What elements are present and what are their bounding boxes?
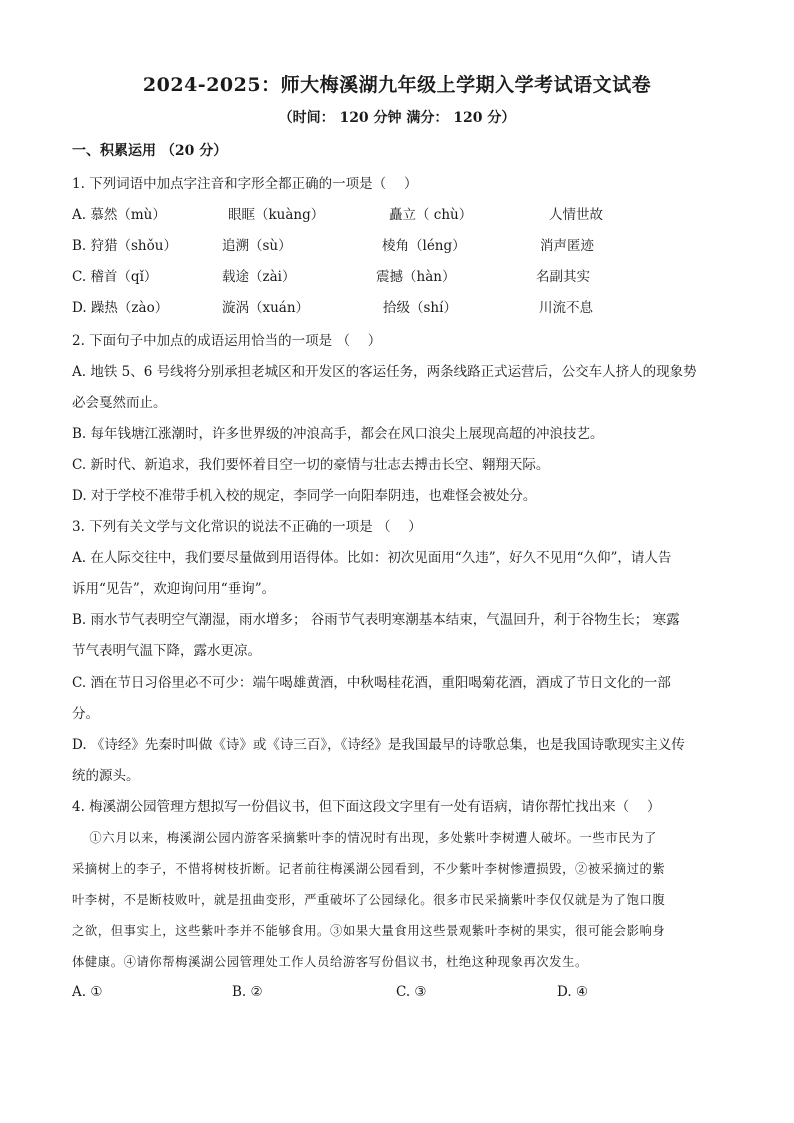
page-title: 2024-2025：师大梅溪湖九年级上学期入学考试语文试卷: [142, 74, 652, 96]
q4-passage-line3: 叶李树，不是断枝败叶，就是扭曲变形，严重破坏了公园绿化。很多市民采摘紫叶李仅仅就是为了饱口腹: [72, 893, 666, 907]
q1-option-c-1: C. 稽首（qǐ）: [72, 269, 158, 285]
q1-option-c-2: 载途（zài）: [222, 269, 296, 285]
q4-option-b: B. ②: [232, 984, 263, 1000]
q1-option-c-4: 名副其实: [536, 269, 590, 285]
q3-option-c-line2: 分。: [72, 706, 99, 722]
q4-passage-line1: ①六月以来，梅溪湖公园内游客采摘紫叶李的情况时有出现，多处紫叶李树遭人破坏。一些市民为了: [72, 831, 657, 845]
exam-time-score: （时间： 120 分钟 满分： 120 分）: [278, 110, 516, 126]
question-1-stem: 1. 下列词语中加点字注音和字形全都正确的一项是（ ）: [72, 176, 418, 192]
question-3-stem: 3. 下列有关文学与文化常识的说法不正确的一项是 （ ）: [72, 519, 422, 535]
q4-passage-line4: 之欲，但事实上，这些紫叶李并不能够食用。③如果大量食用这些景观紫叶李树的果实，很可能会影响身: [72, 924, 666, 938]
q1-option-d-4: 川流不息: [539, 300, 593, 316]
q1-option-d-2: 漩涡（xuán）: [222, 300, 310, 316]
q1-option-b-4: 消声匿迹: [540, 238, 594, 254]
q2-option-a-line1: A. 地铁 5、6 号线将分别承担老城区和开发区的客运任务，两条线路正式运营后，公交车人挤人的现象势: [72, 364, 697, 380]
q4-passage-line5: 体健康。④请你帮梅溪湖公园管理处工作人员给游客写份倡议书，杜绝这种现象再次发生。: [72, 955, 588, 969]
q1-option-a-3: 矗立（ chù）: [389, 207, 473, 223]
q3-option-a-line2: 诉用“见告”，欢迎询问用“垂询”。: [72, 581, 276, 597]
question-2-stem: 2. 下面句子中加点的成语运用恰当的一项是 （ ）: [72, 333, 382, 349]
q1-option-a-2: 眼眶（kuàng）: [228, 207, 325, 223]
q4-option-d: D. ④: [557, 984, 589, 1000]
q2-option-a-line2: 必会戛然而止。: [72, 395, 167, 411]
q1-option-b-2: 追溯（sù）: [222, 238, 292, 254]
q1-option-d-3: 拾级（shí）: [383, 300, 457, 316]
q2-option-c: C. 新时代、新追求，我们要怀着目空一切的豪情与壮志去搏击长空、翱翔天际。: [72, 457, 550, 473]
q1-option-a-1: A. 慕然（mù）: [72, 207, 166, 223]
q1-option-b-3: 棱角（léng）: [382, 238, 466, 254]
q3-option-c-line1: C. 酒在节日习俗里必不可少：端午喝雄黄酒，中秋喝桂花酒，重阳喝菊花酒，酒成了节日文化的一部: [72, 675, 671, 691]
q3-option-b-line2: 节气表明气温下降，露水更凉。: [72, 643, 261, 659]
section-heading: 一、积累运用 （20 分）: [72, 143, 228, 159]
q2-option-d: D. 对于学校不准带手机入校的规定，李同学一向阳奉阴违，也难怪会被处分。: [72, 488, 537, 504]
q2-option-b: B. 每年钱塘江涨潮时，许多世界级的冲浪高手，都会在风口浪尖上展现高超的冲浪技艺。: [72, 426, 604, 442]
q4-option-c: C. ③: [396, 984, 427, 1000]
q3-option-d-line1: D. 《诗经》先秦时叫做《诗》或《诗三百》，《诗经》是我国最早的诗歌总集，也是我国诗歌现实主义传: [72, 737, 685, 753]
q1-option-d-1: D. 躁热（zào）: [72, 300, 169, 316]
q1-option-c-3: 震撼（hàn）: [376, 269, 456, 285]
question-4-stem: 4. 梅溪湖公园管理方想拟写一份倡议书，但下面这段文字里有一处有语病，请你帮忙找出来（ ）: [72, 799, 661, 815]
q4-passage-line2: 采摘树上的李子，不惜将树枝折断。记者前往梅溪湖公园看到，不少紫叶李树惨遭损毁，②被采摘过的紫: [72, 862, 666, 876]
q1-option-b-1: B. 狩猎（shǒu）: [72, 238, 177, 254]
q4-option-a: A. ①: [72, 984, 103, 1000]
q3-option-b-line1: B. 雨水节气表明空气潮湿，雨水增多； 谷雨节气表明寒潮基本结束，气温回升，利于谷物生长； 寒露: [72, 612, 680, 628]
q1-option-a-4: 人情世故: [549, 207, 603, 223]
q3-option-d-line2: 统的源头。: [72, 768, 140, 784]
q3-option-a-line1: A. 在人际交往中，我们要尽量做到用语得体。比如：初次见面用“久违”，好久不见用“久仰”，请人告: [72, 550, 672, 566]
